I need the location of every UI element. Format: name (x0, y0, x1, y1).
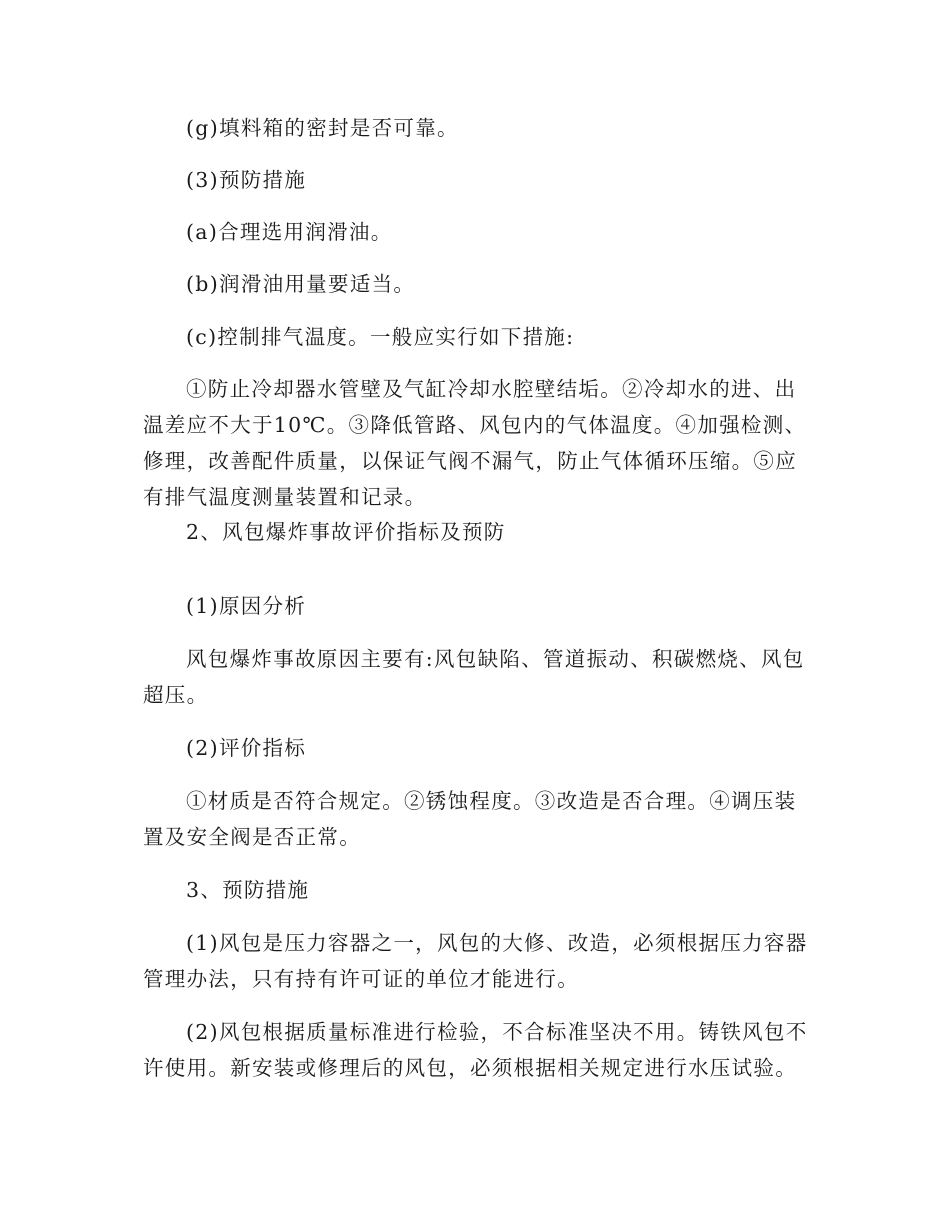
paragraph-packing-seal: (g)填料箱的密封是否可靠。 (186, 116, 459, 140)
paragraph-pressure-vessel-rules: (1)风包是压力容器之一，风包的大修、改造，必须根据压力容器管理办法，只有持有许可证的单位才能进行。 (143, 931, 808, 991)
heading-cause-analysis: (1)原因分析 (186, 594, 307, 618)
heading-evaluation-indicators: (2)评价指标 (186, 736, 307, 760)
paragraph-indicator-list: ①材质是否符合规定。②锈蚀程度。③改造是否合理。④调压装置及安全阀是否正常。 (143, 789, 797, 849)
paragraph-explosion-causes: 风包爆炸事故原因主要有:风包缺陷、管道振动、积碳燃烧、风包超压。 (143, 647, 805, 707)
paragraph-lubricant-amount: (b)润滑油用量要适当。 (186, 272, 416, 296)
paragraph-lubricant-choice: (a)合理选用润滑油。 (186, 220, 393, 244)
heading-preventive-measures: 3、预防措施 (186, 878, 310, 902)
paragraph-inspection-rules: (2)风包根据质量标准进行检验，不合标准坚决不用。铸铁风包不许使用。新安装或修理后的风包，必须根据相关规定进行水压试验。 (143, 1020, 808, 1080)
heading-prevention-measures: (3)预防措施 (186, 168, 307, 192)
heading-air-receiver-explosion: 2、风包爆炸事故评价指标及预防 (186, 520, 506, 544)
paragraph-cooling-measures: ①防止冷却器水管壁及气缸冷却水腔壁结垢。②冷却水的进、出温差应不大于10℃。③降低管路、风包内的气体温度。④加强检测、修理，改善配件质量，以保证气阀不漏气，防止气体循环压缩。⑤应有排气温度测量装置和记录。 (143, 377, 807, 509)
paragraph-exhaust-temperature: (c)控制排气温度。一般应实行如下措施: (186, 325, 575, 349)
